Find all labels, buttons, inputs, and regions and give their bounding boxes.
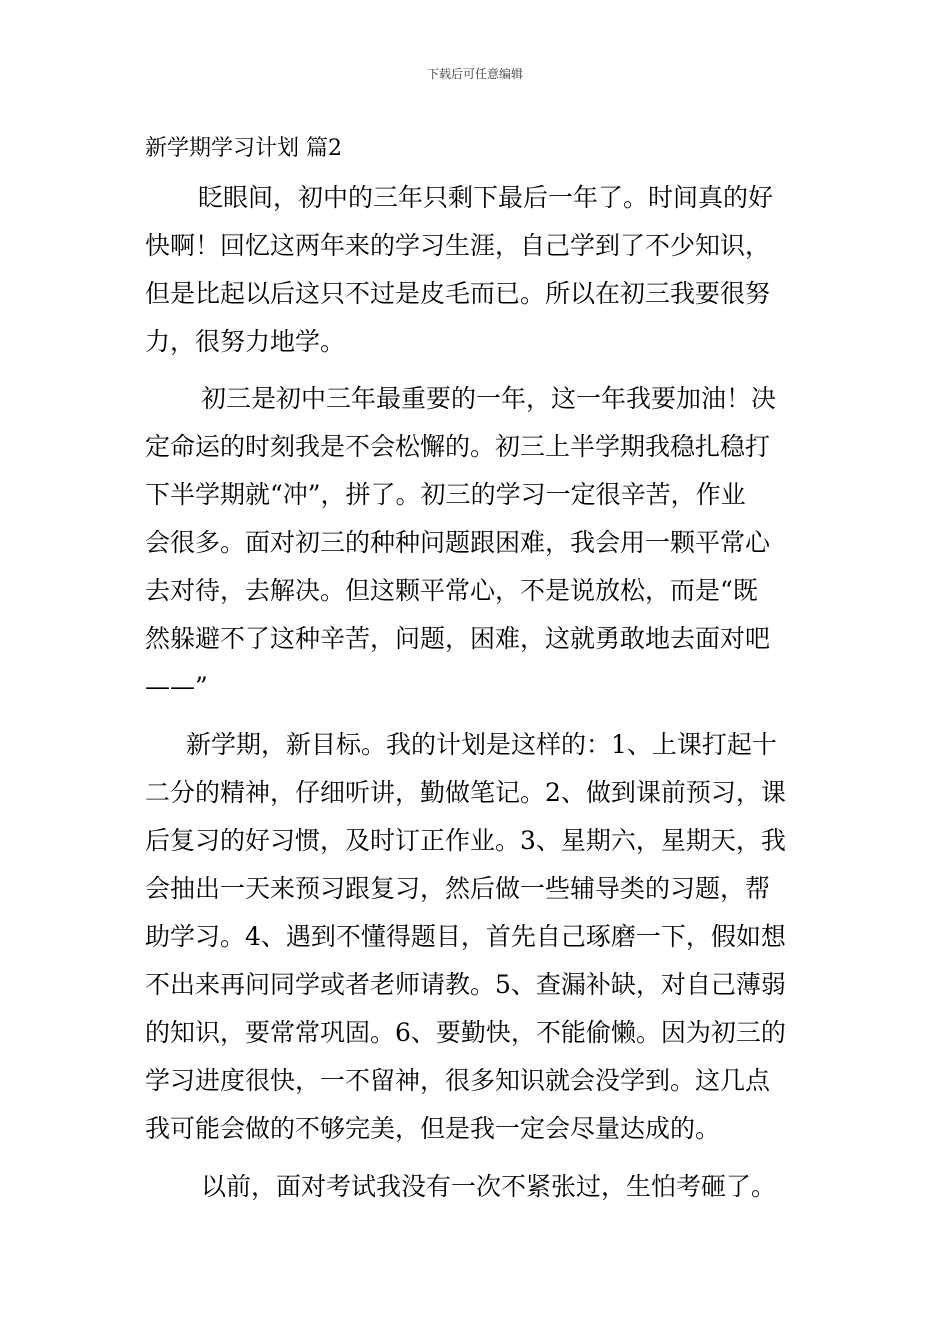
- paragraph-line: 以前，面对考试我没有一次不紧张过，生怕考砸了。: [201, 1172, 777, 1201]
- paragraph-4: [145, 1163, 776, 1211]
- paragraph-line: 初三是初中三年最重要的一年，这一年我要加油！决: [201, 384, 777, 413]
- paragraph-line: 去对待，去解决。但这颗平常心，不是说放松，而是“既: [145, 576, 758, 605]
- page-header: 下载后可任意编辑: [426, 67, 523, 81]
- paragraph-line: 后复习的好习惯，及时订正作业。3、星期六，星期天，我: [145, 826, 786, 855]
- paragraph-line: 二分的精神，仔细听讲，勤做笔记。2、做到课前预习，课: [145, 778, 786, 807]
- document-title: 新学期学习计划 篇2: [145, 136, 342, 161]
- paragraph-line: 我可能会做的不够完美，但是我一定会尽量达成的。: [145, 1114, 721, 1143]
- paragraph-line: 但是比起以后这只不过是皮毛而已。所以在初三我要很努: [145, 279, 771, 308]
- paragraph-line: 会抽出一天来预习跟复习，然后做一些辅导类的习题，帮: [145, 874, 771, 903]
- paragraph-line: 眨眼间，初中的三年只剩下最后一年了。时间真的好: [198, 183, 774, 212]
- paragraph-line: 快啊！回忆这两年来的学习生涯，自己学到了不少知识，: [145, 231, 771, 260]
- paragraph-line: 学习进度很快，一不留神，很多知识就会没学到。这几点: [145, 1066, 771, 1095]
- paragraph-line: 的知识，要常常巩固。6、要勤快，不能偷懒。因为初三的: [145, 1018, 786, 1047]
- paragraph-line: 新学期，新目标。我的计划是这样的：1、上课打起十: [186, 730, 777, 759]
- paragraph-line: 定命运的时刻我是不会松懈的。初三上半学期我稳扎稳打: [145, 432, 771, 461]
- paragraph-line: 不出来再问同学或者老师请教。5、查漏补缺，对自己薄弱: [145, 970, 786, 999]
- paragraph-2: [145, 375, 776, 711]
- paragraph-3: [145, 721, 786, 1153]
- paragraph-1: [145, 174, 773, 366]
- paragraph-line: 然躲避不了这种辛苦，问题，困难，这就勇敢地去面对吧: [145, 624, 771, 653]
- paragraph-line: 力，很努力地学。: [145, 327, 346, 356]
- paragraph-line: 会很多。面对初三的种种问题跟困难，我会用一颗平常心: [145, 528, 771, 557]
- paragraph-line: ——”: [145, 672, 208, 701]
- paragraph-line: 助学习。4、遇到不懂得题目，首先自己琢磨一下，假如想: [145, 922, 786, 951]
- paragraph-line: 下半学期就“冲”，拼了。初三的学习一定很辛苦，作业: [145, 480, 746, 509]
